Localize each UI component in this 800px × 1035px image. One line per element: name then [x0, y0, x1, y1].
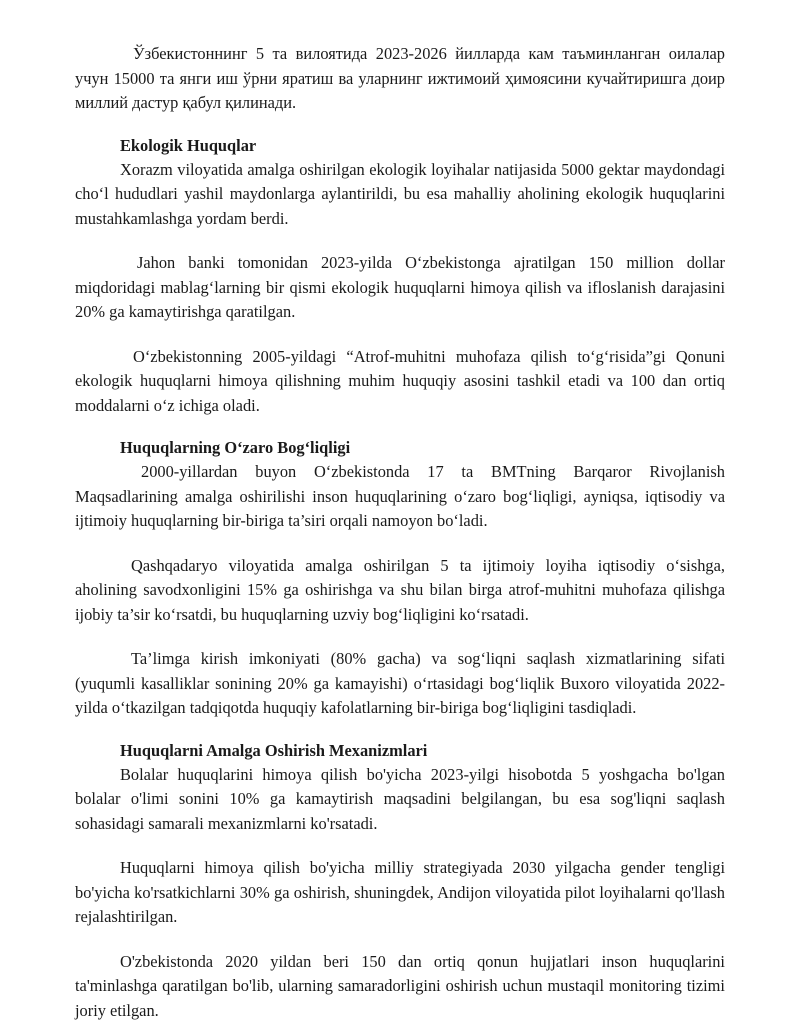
paragraph-sdg: 2000-yillardan buyon O‘zbekistonda 17 ta BMTning Barqaror Rivojlanish Maqsadlarining amalga oshirilishi inson huquqlarining o‘zaro bog‘liqligi, ayniqsa, iqtisodiy va ijtimoiy huquqlarning bir-biriga ta’siri orqali namoyon bo‘ladi.	[75, 462, 725, 530]
document-page	[75, 42, 725, 1023]
heading-ecological-rights: Ekologik Huquqlar	[120, 135, 257, 155]
paragraph-gender-strategy: Huquqlarni himoya qilish bo'yicha milliy strategiyada 2030 yilgacha gender tengligi bo'yicha ko'rsatkichlarni 30% ga oshirish, shuningdek, Andijon viloyatida pilot loyihalarni qo'llash rejalashtirilgan.	[75, 858, 725, 926]
paragraph-child-rights: Bolalar huquqlarini himoya qilish bo'yicha 2023-yilgi hisobotda 5 yoshgacha bo'lgan bolalar o'limi sonini 10% ga kamaytirish maqsadini belgilangan, bu esa sog'liqni saqlash sohasidagi samarali mexanizmlarni ko'rsatadi.	[75, 764, 725, 833]
paragraph-world-bank: Jahon banki tomonidan 2023-yilda O‘zbekistonga ajratilgan 150 million dollar miqdoridagi mablag‘larning bir qismi ekologik huquqlarni himoya qilish va ifloslanish darajasini 20% ga kamaytirishga qaratilgan.	[75, 253, 725, 321]
heading-interdependence: Huquqlarning O‘zaro Bog‘liqligi	[120, 438, 351, 457]
paragraph-environment-law: O‘zbekistonning 2005-yildagi “Atrof-muhitni muhofaza qilish to‘g‘risida”gi Qonuni ekologik huquqlarni himoya qilishning muhim huquqiy asosini tashkil etadi va 100 dan ortiq moddalarni o‘z ichiga oladi.	[75, 346, 725, 415]
paragraph-social-program: Ўзбекистоннинг 5 та вилоятида 2023-2026 йилларда кам таъминланган оилалар учун 15000 та янги иш ўрни яратиш ва уларнинг ижтимоий ҳимоясини кучайтиришга доир миллий дастур қабул қилинади.	[75, 44, 725, 112]
heading-mechanisms: Huquqlarni Amalga Oshirish Mexanizmlari	[120, 740, 428, 760]
paragraph-xorazm-ecology: Xorazm viloyatida amalga oshirilgan ekologik loyihalar natijasida 5000 gektar maydondagi cho‘l hududlari yashil maydonlarga aylantirildi, bu esa mahalliy aholining ekologik huquqlarini mustahkamlashga yordam berdi.	[75, 159, 725, 228]
paragraph-qashqadaryo: Qashqadaryo viloyatida amalga oshirilgan 5 ta ijtimoiy loyiha iqtisodiy o‘sishga, aholining savodxonligini 15% ga oshirishga va shu bilan birga atrof-muhitni muhofaza qilishga ijobiy ta’sir ko‘rsatdi, bu huquqlarning uzviy bog‘liqligini ko‘rsatadi.	[75, 555, 725, 624]
paragraph-education-health: Ta’limga kirish imkoniyati (80% gacha) va sog‘liqni saqlash xizmatlarining sifati (yuqumli kasalliklar sonining 20% ga kamayishi) o‘rtasidagi bog‘liqlik Buxoro viloyatida 2022-yilda o‘tkazilgan tadqiqotda huquqiy kafolatlarning bir-biriga bog‘liqligini tasdiqladi.	[75, 649, 725, 717]
paragraph-legislation: O'zbekistonda 2020 yildan beri 150 dan ortiq qonun hujjatlari inson huquqlarini ta'minlashga qaratilgan bo'lib, ularning samaradorligini oshirish uchun mustaqil monitoring tizimi joriy etilgan.	[75, 951, 725, 1020]
